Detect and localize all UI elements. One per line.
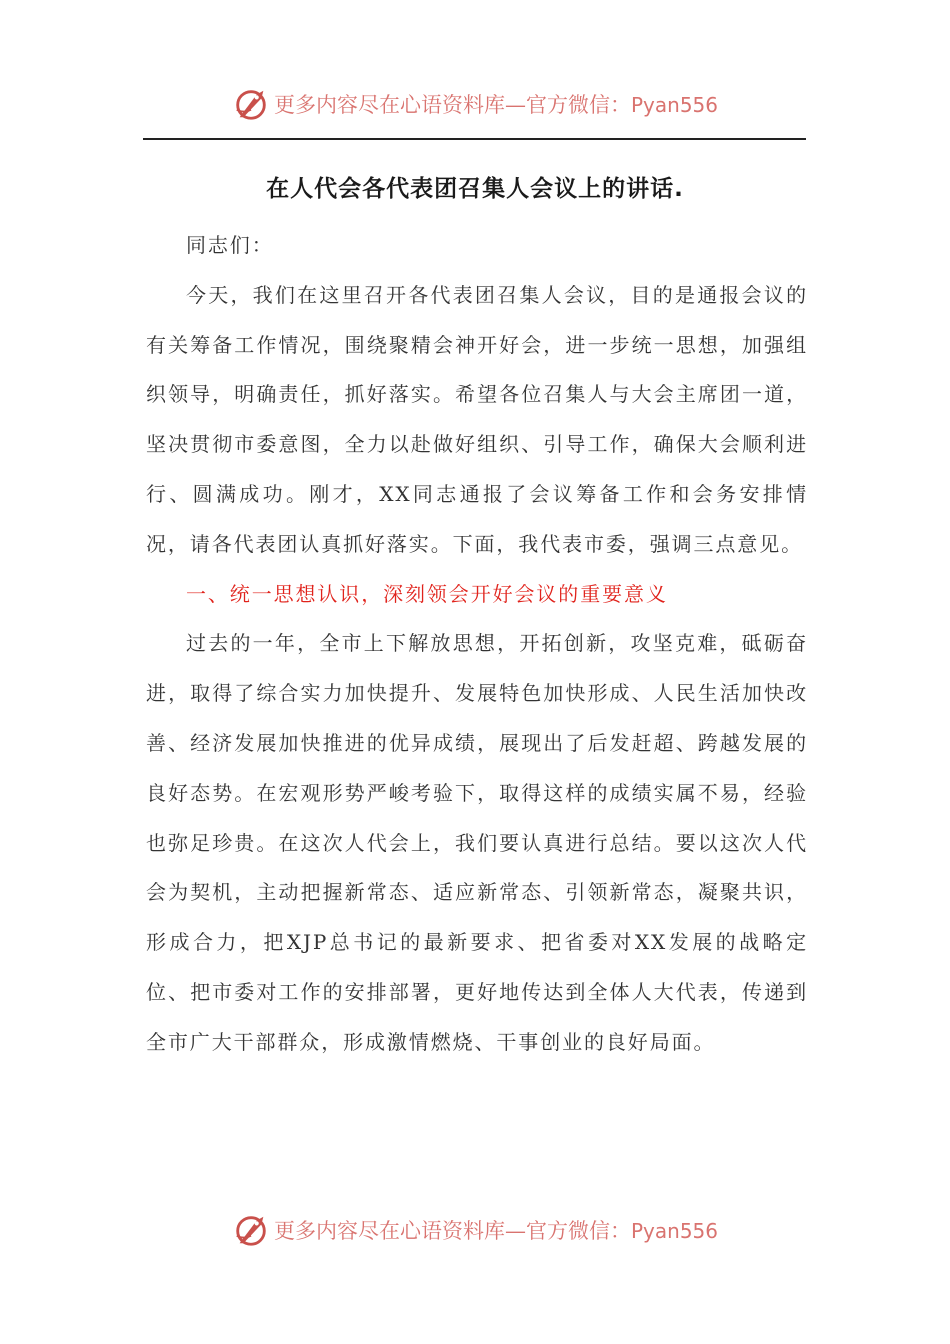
body-paragraph: 今天，我们在这里召开各代表团召集人会议，目的是通报会议的有关筹备工作情况，围绕聚精会神开好会，进一步统一思想，加强组织领导，明确责任，抓好落实。希望各位召集人与大会主席团一道，坚决贯彻市委意图，全力以赴做好组织、引导工作，确保大会顺利进行、圆满成功。刚才，XX同志通报了会议筹备工作和会务安排情况，请各代表团认真抓好落实。下面，我代表市委，强调三点意见。: [146, 282, 808, 556]
pen-nib-logo-icon: [232, 85, 270, 123]
section-heading: 一、统一思想认识，深刻领会开好会议的重要意义: [186, 581, 668, 606]
footer-banner: [0, 1210, 950, 1250]
document-body: [146, 221, 808, 1068]
banner-text: 更多内容尽在心语资料库—官方微信：Pyan556: [273, 93, 718, 117]
wechat-id: Pyan556: [630, 1219, 718, 1243]
header-banner: [0, 84, 950, 124]
section-paragraph: 过去的一年，全市上下解放思想，开拓创新，攻坚克难，砥砺奋进，取得了综合实力加快提升、发展特色加快形成、人民生活加快改善、经济发展加快推进的优异成绩，展现出了后发赶超、跨越发展的良好态势。在宏观形势严峻考验下，取得这样的成绩实属不易，经验也弥足珍贵。在这次人代会上，我们要认真进行总结。要以这次人代会为契机，主动把握新常态、适应新常态、引领新常态，凝聚共识，形成合力，把XJP总书记的最新要求、把省委对XX发展的战略定位、把市委对工作的安排部署，更好地传达到全体人大代表，传递到全市广大干部群众，形成激情燃烧、干事创业的良好局面。: [146, 631, 808, 1054]
greeting: 同志们：: [186, 233, 274, 257]
wechat-id: Pyan556: [630, 93, 718, 117]
pen-nib-logo-icon: [232, 1211, 270, 1249]
document-title: 在人代会各代表团召集人会议上的讲话.: [266, 176, 684, 202]
header-divider: [143, 138, 806, 140]
banner-text: 更多内容尽在心语资料库—官方微信：Pyan556: [273, 1219, 718, 1243]
